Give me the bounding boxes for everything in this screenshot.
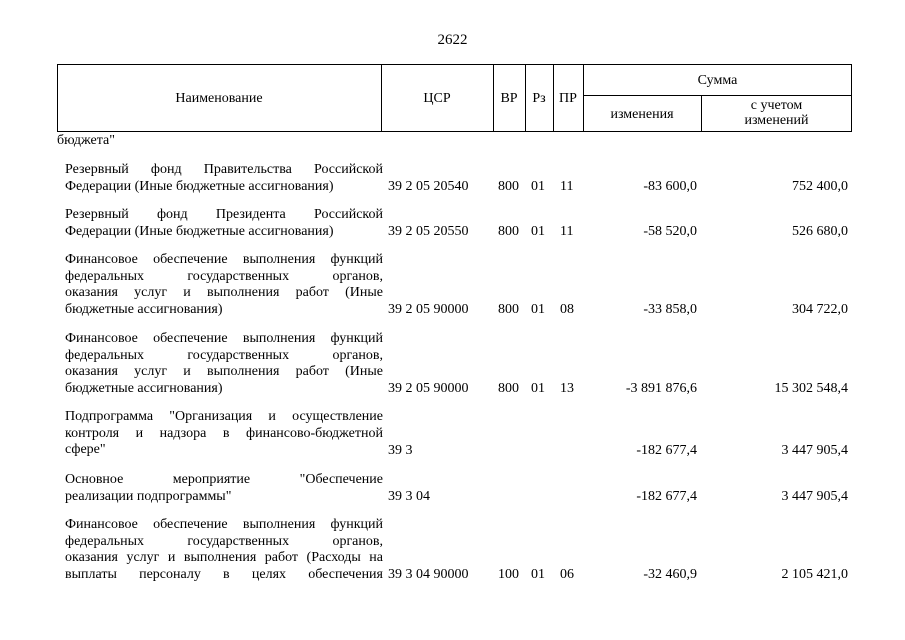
row-name (65, 162, 383, 195)
table-row (57, 252, 852, 318)
row-name-line: Подпрограмма "Организация и осуществление (65, 409, 383, 424)
table-row (57, 133, 852, 149)
row-name-line: федеральных государственных органов, (65, 533, 383, 549)
row-total: 304 722,0 (792, 301, 848, 317)
row-name (65, 517, 383, 583)
row-name-line: выплаты персоналу в целях обеспечения (65, 566, 383, 582)
row-name-line: оказания услуг и выполнения работ (Иные (65, 364, 383, 379)
row-name-line: сфере" (65, 442, 106, 457)
row-name-line: бюджетные ассигнования) (65, 380, 223, 396)
row-changes: -182 677,4 (636, 488, 697, 504)
row-csr: 39 2 05 90000 (388, 380, 469, 396)
row-total: 3 447 905,4 (781, 488, 848, 504)
header-summa: Сумма (697, 73, 738, 88)
row-csr: 39 2 05 20540 (388, 178, 469, 194)
row-name-line: оказания услуг и выполнения работ (Иные (65, 285, 383, 300)
row-name-line: федеральных государственных органов, (65, 347, 383, 363)
row-name (65, 472, 383, 505)
table-row (57, 207, 852, 240)
row-name-line: Основное мероприятие "Обеспечение (65, 472, 383, 487)
row-total: 2 105 421,0 (781, 566, 848, 582)
row-rz: 01 (531, 223, 545, 239)
page-number: 2622 (437, 32, 468, 48)
row-total: 15 302 548,4 (774, 380, 848, 396)
row-csr: 39 2 05 90000 (388, 301, 469, 317)
header-border-bottom (57, 131, 852, 132)
header-border-top (57, 64, 852, 65)
row-csr: 39 3 04 90000 (388, 566, 469, 582)
row-name-line: Федерации (Иные бюджетные ассигнования) (65, 178, 334, 194)
row-name-line: Финансовое обеспечение выполнения функций (65, 517, 383, 532)
row-name (65, 331, 383, 397)
row-name-line: оказания услуг и выполнения работ (Расходы на (65, 550, 383, 565)
row-total: 3 447 905,4 (781, 442, 848, 458)
row-rz: 01 (531, 566, 545, 582)
table-row (57, 331, 852, 397)
header-divider (583, 95, 852, 96)
row-pr: 11 (560, 223, 574, 239)
row-rz: 01 (531, 178, 545, 194)
row-name (57, 133, 375, 150)
row-changes: -3 891 876,6 (625, 380, 697, 396)
table-row (57, 517, 852, 583)
row-total: 752 400,0 (792, 178, 848, 194)
header-with-changes-line2: изменений (744, 113, 809, 128)
row-changes: -33 858,0 (643, 301, 697, 317)
row-name-line: федеральных государственных органов, (65, 268, 383, 284)
row-name (65, 207, 383, 240)
row-name (65, 252, 383, 318)
row-vr: 800 (498, 301, 519, 317)
header-rz: Рз (532, 91, 546, 106)
table-row (57, 472, 852, 505)
header-vr: ВР (500, 91, 518, 106)
row-pr: 08 (560, 301, 574, 317)
row-name-line: Резервный фонд Правительства Российской (65, 162, 383, 177)
row-total: 526 680,0 (792, 223, 848, 239)
row-changes: -83 600,0 (643, 178, 697, 194)
row-rz: 01 (531, 301, 545, 317)
row-rz: 01 (531, 380, 545, 396)
table-header (57, 64, 852, 132)
row-name-line: Финансовое обеспечение выполнения функций (65, 252, 383, 267)
row-name-line: бюджета" (57, 133, 115, 148)
header-with-changes-line1: с учетом (750, 98, 803, 113)
row-changes: -58 520,0 (643, 223, 697, 239)
row-name-line: реализации подпрограммы" (65, 488, 232, 504)
row-vr: 800 (498, 223, 519, 239)
row-name-line: бюджетные ассигнования) (65, 301, 223, 317)
table-row (57, 162, 852, 195)
header-pr: ПР (559, 91, 577, 106)
row-pr: 06 (560, 566, 574, 582)
header-changes: изменения (610, 107, 674, 122)
row-vr: 100 (498, 566, 519, 582)
row-name-line: Финансовое обеспечение выполнения функций (65, 331, 383, 346)
row-csr: 39 3 (388, 442, 413, 458)
row-vr: 800 (498, 178, 519, 194)
row-changes: -182 677,4 (636, 442, 697, 458)
table-row (57, 409, 852, 459)
header-with-changes (701, 98, 852, 128)
row-name-line: контроля и надзора в финансово-бюджетной (65, 425, 383, 441)
row-csr: 39 3 04 (388, 488, 430, 504)
row-pr: 13 (560, 380, 574, 396)
header-name: Наименование (175, 91, 263, 106)
row-name (65, 409, 383, 459)
row-name-line: Федерации (Иные бюджетные ассигнования) (65, 223, 334, 239)
row-vr: 800 (498, 380, 519, 396)
row-pr: 11 (560, 178, 574, 194)
row-csr: 39 2 05 20550 (388, 223, 469, 239)
row-changes: -32 460,9 (643, 566, 697, 582)
row-name-line: Резервный фонд Президента Российской (65, 207, 383, 222)
header-csr: ЦСР (423, 91, 451, 106)
